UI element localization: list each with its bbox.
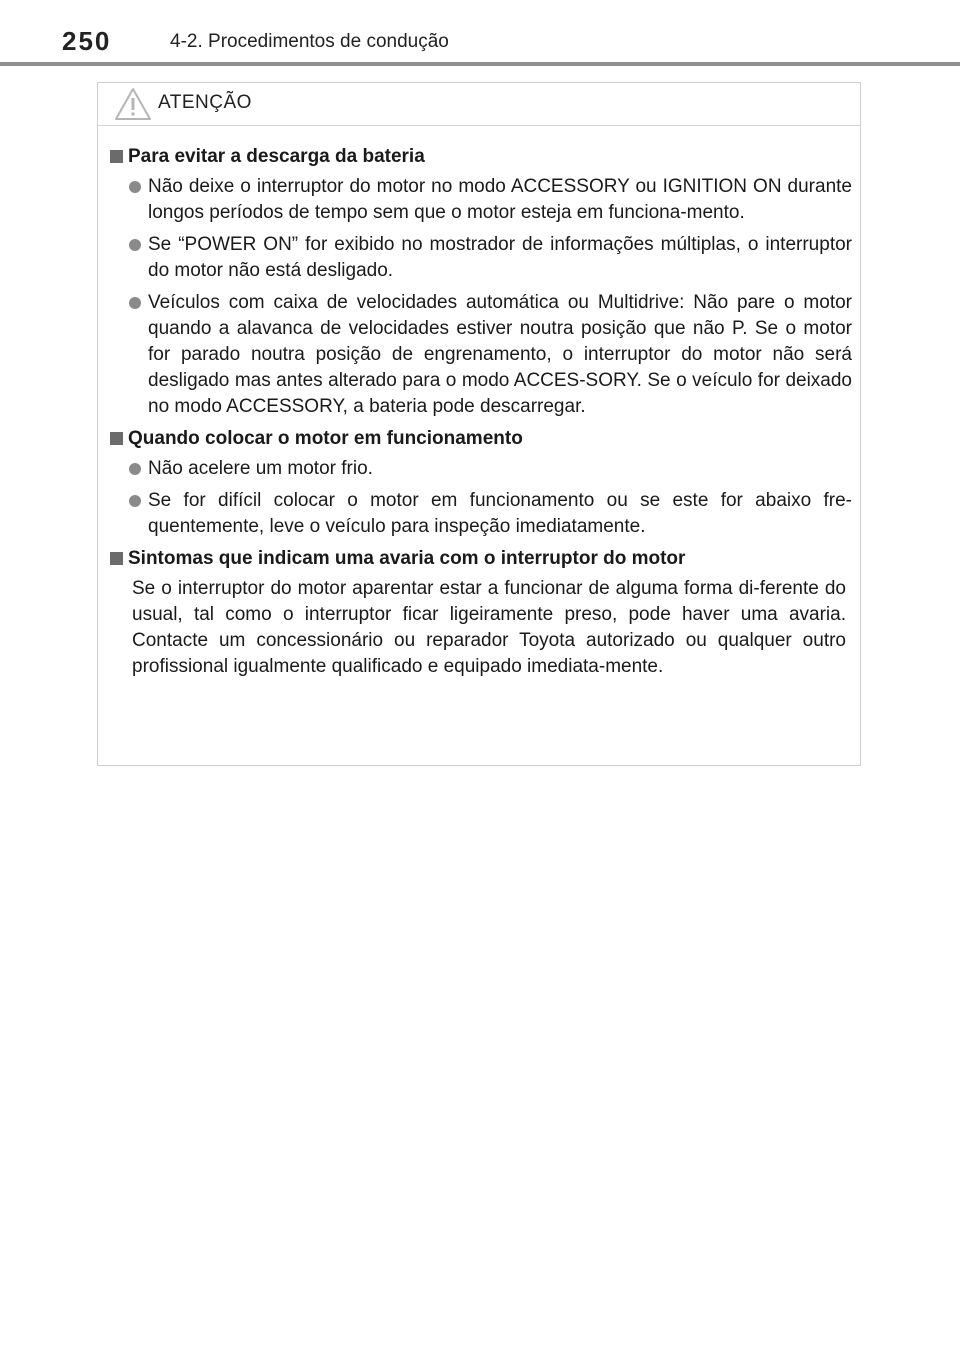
circle-bullet-icon [129, 463, 141, 475]
section-heading [108, 546, 852, 572]
section-heading [108, 426, 852, 452]
circle-bullet-icon [129, 239, 141, 251]
circle-bullet-icon [129, 297, 141, 309]
page-header [0, 0, 960, 68]
warning-title: ATENÇÃO [158, 92, 252, 113]
list-item [108, 174, 852, 226]
warning-box-header [98, 83, 860, 126]
section-paragraph: Se o interruptor do motor aparentar estar a funcionar de alguma forma di-ferente do usual, tal como o interruptor ficar ligeiramente preso, pode haver uma avaria. Contacte um concessionário ou reparador Toyota autorizado ou qualquer outro profissional igualmente qualificado e equipado imediata-mente. [132, 578, 846, 677]
list-item-text: Se for difícil colocar o motor em funcionamento ou se este for abaixo fre-quentemente, leve o veículo para inspeção imediatamente. [148, 490, 852, 537]
square-bullet-icon [110, 150, 123, 163]
list-item [108, 488, 852, 540]
section-title: 4-2. Procedimentos de condução [170, 31, 449, 52]
section-heading [108, 144, 852, 170]
square-bullet-icon [110, 432, 123, 445]
page-number: 250 [62, 26, 112, 56]
list-item-text: Se “POWER ON” for exibido no mostrador de informações múltiplas, o interruptor do motor não está desligado. [148, 234, 852, 281]
circle-bullet-icon [129, 495, 141, 507]
section-heading-text: Quando colocar o motor em funcionamento [128, 428, 523, 449]
list-item-text: Não acelere um motor frio. [148, 458, 373, 479]
list-item [108, 290, 852, 420]
list-item [108, 456, 852, 482]
list-item [108, 232, 852, 284]
header-divider [0, 62, 960, 66]
section-heading-text: Sintomas que indicam uma avaria com o interruptor do motor [128, 548, 686, 569]
warning-triangle-icon [114, 87, 152, 121]
section-heading-text: Para evitar a descarga da bateria [128, 146, 425, 167]
list-item-text: Veículos com caixa de velocidades automática ou Multidrive: Não pare o motor quando a alavanca de velocidades estiver noutra posição que não P. Se o motor for parado noutra posição de engrenamento, o interruptor do motor não será desligado mas antes alterado para o modo ACCES-SORY. Se o veículo for deixado no modo ACCESSORY, a bateria pode descarregar. [148, 292, 852, 417]
circle-bullet-icon [129, 181, 141, 193]
list-item-text: Não deixe o interruptor do motor no modo ACCESSORY ou IGNITION ON durante longos períodos de tempo sem que o motor esteja em funciona-mento. [148, 176, 852, 223]
warning-body [98, 126, 860, 680]
square-bullet-icon [110, 552, 123, 565]
warning-box [97, 82, 861, 766]
